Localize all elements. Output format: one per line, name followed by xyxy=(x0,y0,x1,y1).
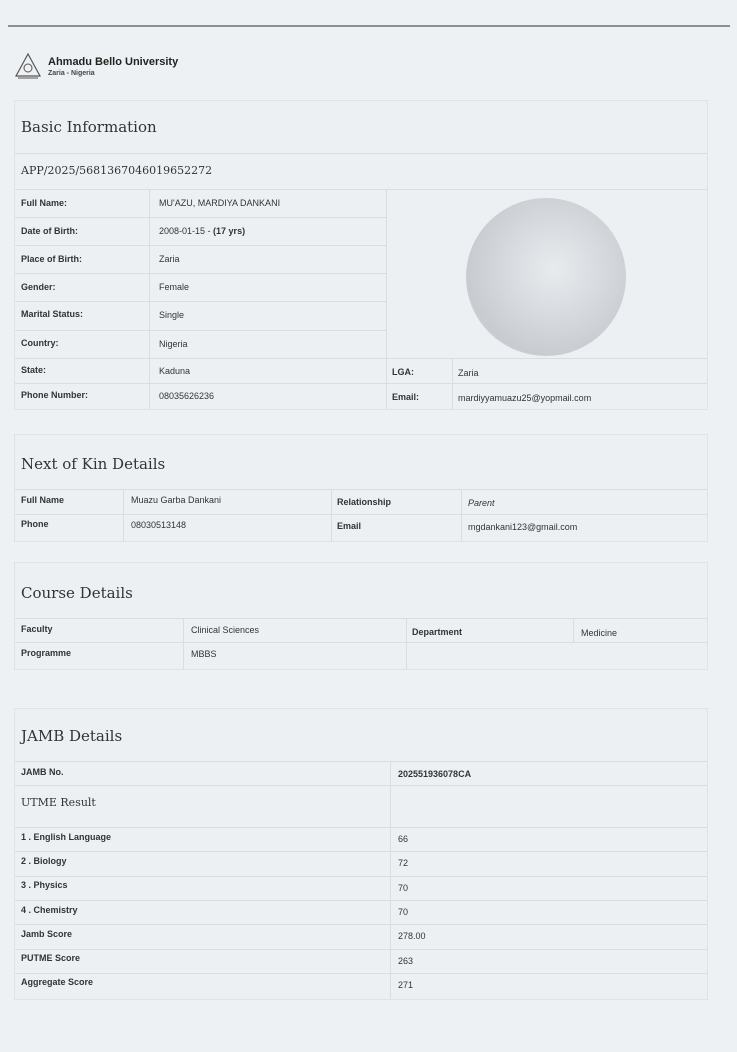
divider xyxy=(15,785,707,786)
phone-number-label: Phone Number: xyxy=(21,390,89,400)
country-value: Nigeria xyxy=(159,339,188,349)
phone-number-value: 08035626236 xyxy=(159,391,215,401)
result-label: 1 . English Language xyxy=(21,832,112,842)
jamb-no-value: 202551936078CA xyxy=(398,769,472,779)
jamb-details-panel xyxy=(14,708,708,1000)
top-divider xyxy=(8,25,730,27)
divider xyxy=(15,301,387,302)
column-divider xyxy=(183,618,184,669)
lga-label: LGA: xyxy=(392,367,414,377)
utme-result-title: UTME Result xyxy=(21,796,96,809)
divider xyxy=(15,330,387,331)
lga-value: Zaria xyxy=(458,368,479,378)
department-value: Medicine xyxy=(581,628,618,638)
result-value: 70 xyxy=(398,883,409,893)
university-header xyxy=(14,52,178,80)
kin-email-label: Email xyxy=(337,521,362,531)
place-of-birth-value: Zaria xyxy=(159,254,180,264)
divider xyxy=(15,642,707,643)
jamb-no-label: JAMB No. xyxy=(21,767,64,777)
column-divider xyxy=(331,489,332,541)
divider xyxy=(15,876,707,877)
result-value: 278.00 xyxy=(398,931,426,941)
kin-phone-value: 08030513148 xyxy=(131,520,187,530)
divider xyxy=(15,189,707,190)
result-label: 2 . Biology xyxy=(21,856,67,866)
divider xyxy=(15,245,387,246)
kin-full-name-label: Full Name xyxy=(21,495,65,505)
university-name: Ahmadu Bello University xyxy=(48,55,179,68)
application-id: APP/2025/5681367046019652272 xyxy=(21,164,213,177)
university-location: Zaria - Nigeria xyxy=(48,69,95,77)
divider xyxy=(15,973,707,974)
age: (17 yrs) xyxy=(213,226,246,236)
dob-date: 2008-01-15 - xyxy=(159,226,214,236)
kin-email-value: mgdankani123@gmail.com xyxy=(468,522,578,532)
divider xyxy=(15,761,707,762)
divider xyxy=(15,827,707,828)
result-label: Aggregate Score xyxy=(21,977,94,987)
section-title-course-details: Course Details xyxy=(21,584,133,602)
divider xyxy=(15,153,707,154)
kin-phone-label: Phone xyxy=(21,519,49,529)
divider xyxy=(15,851,707,852)
divider xyxy=(15,949,707,950)
result-value: 72 xyxy=(398,858,409,868)
full-name-label: Full Name: xyxy=(21,198,68,208)
email-label: Email: xyxy=(392,392,420,402)
divider xyxy=(15,900,707,901)
divider xyxy=(15,489,707,490)
kin-full-name-value: Muazu Garba Dankani xyxy=(131,495,222,505)
column-divider xyxy=(406,618,407,669)
result-value: 263 xyxy=(398,956,414,966)
course-details-panel xyxy=(14,562,708,670)
column-divider xyxy=(390,761,391,999)
applicant-photo xyxy=(466,198,626,356)
department-label: Department xyxy=(412,627,463,637)
divider xyxy=(15,514,707,515)
programme-label: Programme xyxy=(21,648,72,658)
kin-relationship-label: Relationship xyxy=(337,497,392,507)
section-title-jamb-details: JAMB Details xyxy=(21,727,123,745)
programme-value: MBBS xyxy=(191,649,217,659)
marital-status-label: Marital Status: xyxy=(21,309,84,319)
result-label: PUTME Score xyxy=(21,953,81,963)
result-value: 70 xyxy=(398,907,409,917)
gender-value: Female xyxy=(159,282,190,292)
email-value: mardiyyamuazu25@yopmail.com xyxy=(458,393,592,403)
column-divider xyxy=(573,618,574,643)
column-divider xyxy=(386,189,387,409)
column-divider xyxy=(149,189,150,409)
divider xyxy=(15,924,707,925)
divider xyxy=(15,618,707,619)
full-name-value: MU'AZU, MARDIYA DANKANI xyxy=(159,198,281,208)
column-divider xyxy=(461,489,462,541)
place-of-birth-label: Place of Birth: xyxy=(21,254,83,264)
marital-status-value: Single xyxy=(159,310,185,320)
result-value: 271 xyxy=(398,980,414,990)
dob-value xyxy=(159,226,245,236)
section-title-next-of-kin: Next of Kin Details xyxy=(21,455,166,473)
faculty-value: Clinical Sciences xyxy=(191,625,260,635)
divider xyxy=(15,217,387,218)
divider xyxy=(15,383,707,384)
state-label: State: xyxy=(21,365,47,375)
next-of-kin-panel xyxy=(14,434,708,542)
divider xyxy=(15,358,707,359)
result-label: Jamb Score xyxy=(21,929,73,939)
section-title-basic-information: Basic Information xyxy=(21,118,157,136)
state-value: Kaduna xyxy=(159,366,191,376)
university-crest-icon xyxy=(14,52,42,80)
result-label: 3 . Physics xyxy=(21,880,68,890)
column-divider xyxy=(123,489,124,541)
kin-relationship-value: Parent xyxy=(468,498,495,508)
result-value: 66 xyxy=(398,834,409,844)
divider xyxy=(15,273,387,274)
faculty-label: Faculty xyxy=(21,624,53,634)
country-label: Country: xyxy=(21,338,59,348)
result-label: 4 . Chemistry xyxy=(21,905,78,915)
dob-label: Date of Birth: xyxy=(21,226,78,236)
gender-label: Gender: xyxy=(21,282,56,292)
